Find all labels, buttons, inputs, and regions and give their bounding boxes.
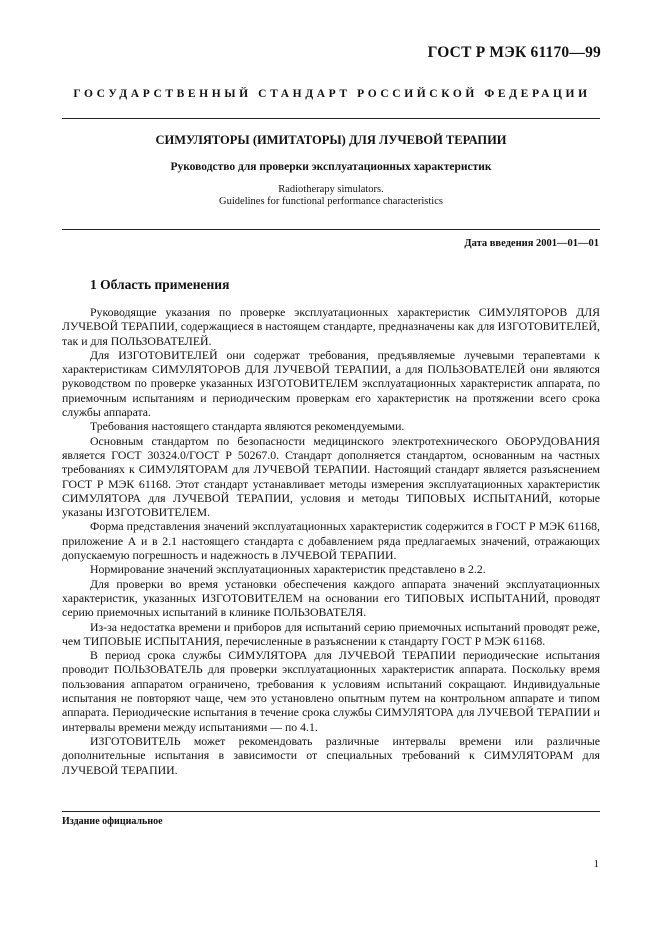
paragraph: Для проверки во время установки обеспечения каждого аппарата значений эксплуатационных характеристик, указанных ИЗГОТОВИТЕЛЕМ на основании его ТИПОВЫХ ИСПЫТАНИЙ, проводят серию приемочных испытаний в клинике ПОЛЬЗОВАТЕЛЯ.: [62, 576, 600, 620]
footer-divider: [62, 811, 600, 812]
document-title: СИМУЛЯТОРЫ (ИМИТАТОРЫ) ДЛЯ ЛУЧЕВОЙ ТЕРАПИИ: [155, 133, 507, 147]
section-heading: 1 Область применения: [90, 277, 230, 292]
paragraph: Нормирование значений эксплуатационных характеристик представлено в 2.2.: [90, 562, 486, 577]
title-divider: [62, 229, 600, 230]
paragraph: Руководящие указания по проверке эксплуатационных характеристик СИМУЛЯТОРОВ ДЛЯ ЛУЧЕВОЙ ТЕРАПИИ, содержащиеся в настоящем стандарте, предназначены как для ИЗГОТОВИТЕЛЕЙ, так и для ПОЛЬЗОВАТЕЛЕЙ.: [62, 305, 600, 348]
introduction-date: Дата введения 2001—01—01: [464, 238, 599, 249]
edition-label: Издание официальное: [62, 816, 163, 827]
paragraph: Из-за недостатка времени и приборов для испытаний серию приемочных испытаний проводят реже, чем ТИПОВЫЕ ИСПЫТАНИЯ, перечисленные в разъяснении к стандарту ГОСТ Р МЭК 61168.: [62, 619, 600, 648]
english-title-line-1: Radiotherapy simulators.: [278, 184, 384, 195]
top-divider: [62, 118, 600, 119]
paragraph: В период срока службы СИМУЛЯТОРА для ЛУЧЕВОЙ ТЕРАПИИ периодические испытания проводит ПОЛЬЗОВАТЕЛЬ для проверки эксплуатационных характеристик аппарата. Поскольку время пользования аппаратом ограничено, требования к условиям испытаний сокращают. Индивидуальные испытания не повторяют чаще, чем это установлено опытным путем на контрольном аппарате и типом аппарата. Периодические испытания в течение срока службы СИМУЛЯТОРА для ЛУЧЕВОЙ ТЕРАПИИ и интервалы времени между испытаниями — по 4.1.: [62, 648, 600, 734]
paragraph: Основным стандартом по безопасности медицинского электротехнического ОБОРУДОВАНИЯ является ГОСТ 30324.0/ГОСТ Р 50267.0. Стандарт дополняется стандартом, основанным на частных требованиях к СИМУЛЯТОРАМ для ЛУЧЕВОЙ ТЕРАПИИ. Настоящий стандарт является разъяснением ГОСТ Р МЭК 61168. Этот стандарт устанавливает методы измерения эксплуатационных характеристик СИМУЛЯТОРА для ЛУЧЕВОЙ ТЕРАПИИ, условия и методы ТИПОВЫХ ИСПЫТАНИЙ, которые указаны ИЗГОТОВИТЕЛЕМ.: [62, 433, 600, 520]
paragraph: Форма представления значений эксплуатационных характеристик содержится в ГОСТ Р МЭК 61168, приложение А и в 2.1 настоящего стандарта с добавлением ряда предлагаемых значений, отражающих допускаемую погрешность и надежность в ЛУЧЕВОЙ ТЕРАПИИ.: [62, 519, 600, 563]
standard-code: ГОСТ Р МЭК 61170—99: [427, 44, 601, 61]
english-title-line-2: Guidelines for functional performance characteristics: [219, 196, 443, 207]
page-number: 1: [593, 858, 599, 870]
document-subtitle: Руководство для проверки эксплуатационных характеристик: [170, 161, 492, 173]
paragraph: ИЗГОТОВИТЕЛЬ может рекомендовать различные интервалы времени или различные дополнительные испытания в зависимости от специальных требований к СИМУЛЯТОРАМ для ЛУЧЕВОЙ ТЕРАПИИ.: [62, 733, 600, 777]
english-title: [62, 184, 600, 208]
state-standard-heading: ГОСУДАРСТВЕННЫЙ СТАНДАРТ РОССИЙСКОЙ ФЕДЕРАЦИИ: [73, 88, 591, 100]
body-text: [62, 305, 600, 777]
paragraph: Требования настоящего стандарта являются рекомендуемыми.: [90, 419, 405, 434]
paragraph: Для ИЗГОТОВИТЕЛЕЙ они содержат требования, предъявляемые лучевыми терапевтами к характеристикам СИМУЛЯТОРОВ ДЛЯ ЛУЧЕВОЙ ТЕРАПИИ, а для ПОЛЬЗОВАТЕЛЕЙ они являются руководством по проверке указанных ИЗГОТОВИТЕЛЕМ эксплуатационных характеристик аппарата, по приемочным испытаниям и периодическим проверкам его характеристик на протяжении всего срока службы аппарата.: [62, 347, 600, 420]
